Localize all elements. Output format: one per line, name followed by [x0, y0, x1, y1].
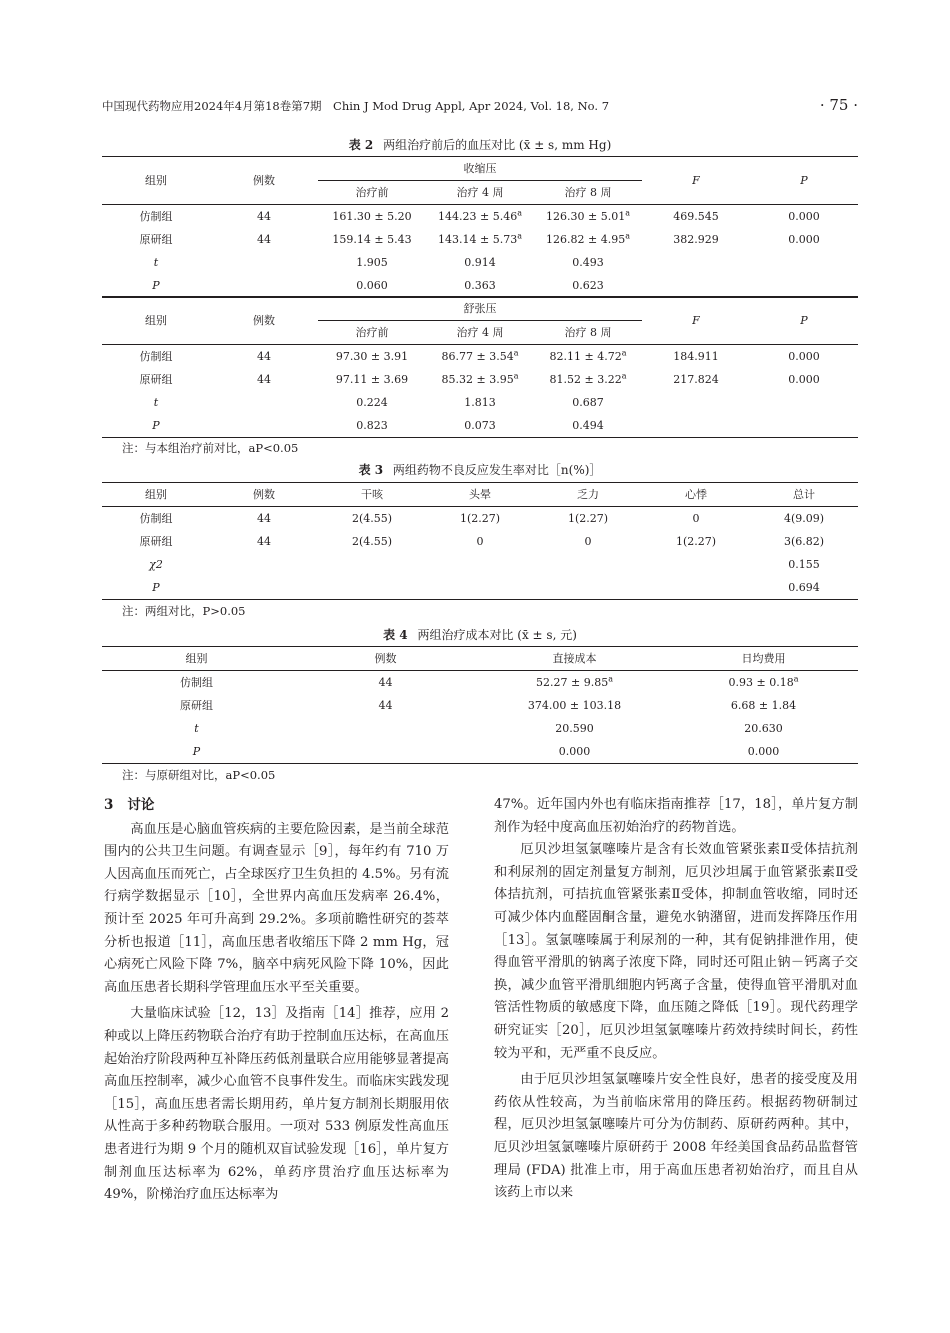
header-cell: 干咳 — [318, 483, 426, 507]
cell: 0.000 — [788, 373, 820, 386]
table4-note: 注：与原研组对比，aP<0.05 — [122, 768, 276, 782]
cell: 44 — [257, 535, 271, 548]
table3-caption — [102, 461, 858, 478]
paragraph: 大量临床试验［12，13］及指南［14］推荐，应用 2 种或以上降压药物联合治疗有助于控制血压达标，在高血压起始治疗阶段两种互补降压药低剂量联合应用能够显著提高高血压控制率，减少心血管不良事件发生。而临床实践发现［15］，高血压患者需长期用药，单片复方制剂长期服用依从性高于多种药物联合服用。一项对 533 例原发性高血压患者进行为期 9 个月的随机双盲试验发现［16］，单片复方制剂血压达标率为 62%，单药序贯治疗血压达标率为 49%，阶梯治疗血压达标率为 — [104, 1006, 449, 1203]
cell: 161.30 ± 5.20 — [318, 205, 426, 229]
cell — [291, 717, 480, 740]
cell: 184.911 — [642, 345, 750, 369]
cell: 0 — [476, 535, 484, 548]
cell: 原研组 — [139, 373, 173, 386]
cell: 4(9.09) — [750, 507, 858, 531]
cell: 44 — [291, 671, 480, 695]
header-cell: 头晕 — [426, 483, 534, 507]
paragraph: 高血压是心脑血管疾病的主要危险因素，是当前全球范围内的公共卫生问题。有调查显示［9］，每年约有 710 万人因高血压而死亡，占全球医疗卫生负担的 4.5%。另有流行病学数据显示［10］，全世界内高血压发病率 26.4%，预计至 2025 年可升高到 29.2%。多项前瞻性研究的荟萃分析也报道［11］，高血压患者收缩压下降 2 mm Hg，冠心病死亡风险下降 7%，脑卒中病死风险下降 10%，因此高血压患者长期科学管理血压水平至关重要。 — [104, 821, 449, 995]
col-group: 组别 — [102, 157, 210, 205]
sub-8w: 治疗 8 周 — [564, 326, 612, 339]
table-row — [102, 530, 858, 553]
cell: 2(4.55) — [318, 507, 426, 531]
table2-note: 注：与本组治疗前对比，aP<0.05 — [122, 441, 299, 455]
cell — [534, 576, 642, 600]
cell: 0 — [642, 507, 750, 531]
cell: 0.155 — [788, 558, 820, 571]
table-header-row — [102, 483, 858, 507]
table3-title: 两组药物不良反应发生率对比［n(%)］ — [392, 463, 602, 477]
cell: 126.30 ± 5.01$^a$ — [534, 205, 642, 229]
cell: 1(2.27) — [426, 507, 534, 531]
cell: 97.30 ± 3.91 — [318, 345, 426, 369]
cell: 85.32 ± 3.95$^a$ — [441, 371, 519, 386]
cell: 0.000 — [669, 740, 858, 764]
cell — [210, 251, 318, 274]
table-row — [102, 274, 858, 298]
col-P: P — [750, 297, 858, 345]
cell: 0.000 — [788, 233, 820, 246]
cell — [642, 251, 750, 274]
body-left-column — [104, 794, 449, 1207]
cell: 44 — [257, 233, 271, 246]
cell: 原研组 — [139, 233, 173, 246]
col-F: F — [642, 297, 750, 345]
cell: 0.060 — [318, 274, 426, 298]
cell — [210, 576, 318, 600]
cell: 0.694 — [750, 576, 858, 600]
cell: P — [102, 740, 291, 764]
section-title: 讨论 — [127, 797, 155, 813]
cell: χ2 — [149, 558, 163, 571]
page-number: · 75 · — [819, 96, 858, 114]
cell: 1.813 — [464, 396, 496, 409]
cell: 44 — [378, 699, 393, 712]
cell: 0.823 — [318, 414, 426, 438]
cell: 2(4.55) — [351, 535, 393, 548]
table-row — [102, 507, 858, 531]
col-P: P — [750, 157, 858, 205]
diastolic-label: 舒张压 — [318, 297, 642, 321]
cell: 仿制组 — [102, 507, 210, 531]
cell: 1(2.27) — [675, 535, 717, 548]
cell: 0.000 — [750, 345, 858, 369]
cell: 44 — [210, 205, 318, 229]
table4-caption — [102, 626, 858, 643]
cell: 82.11 ± 4.72$^a$ — [534, 345, 642, 369]
cell: 3(6.82) — [783, 535, 825, 548]
table-row — [102, 576, 858, 600]
body-right-column — [494, 794, 858, 1205]
header-cell: 乏力 — [534, 483, 642, 507]
journal-citation: 中国现代药物应用2024年4月第18卷第7期 Chin J Mod Drug Appl, Apr 2024, Vol. 18, No. 7 — [102, 99, 610, 113]
cell: t — [153, 256, 159, 269]
sub-8w: 治疗 8 周 — [564, 186, 612, 199]
cell: 0 — [584, 535, 592, 548]
cell: 0.494 — [534, 414, 642, 438]
cell: P — [102, 274, 210, 298]
cell — [642, 576, 750, 600]
table-row — [102, 717, 858, 740]
cell — [318, 553, 426, 576]
col-group: 组别 — [102, 297, 210, 345]
paragraph: 由于厄贝沙坦氢氯噻嗪片安全性良好，患者的接受度及用药依从性较高，为当前临床常用的降压药。根据药物研制过程，厄贝沙坦氢氯噻嗪片可分为仿制药、原研药两种。其中，厄贝沙坦氢氯噻嗪片原研药于 2008 年经美国食品药品监督管理局 (FDA) 批准上市，用于高血压患者初始治疗，而且自从该药上市以来 — [494, 1072, 858, 1201]
cell — [210, 553, 318, 576]
cell: 0.073 — [426, 414, 534, 438]
header-cell: 组别 — [102, 647, 291, 671]
cell: 159.14 ± 5.43 — [332, 233, 412, 246]
table-row — [102, 671, 858, 695]
cell: 0.000 — [750, 205, 858, 229]
table4-number: 表 4 — [383, 628, 408, 642]
cell — [210, 274, 318, 298]
cell: 0.493 — [572, 256, 604, 269]
cell: t — [194, 722, 199, 735]
table4 — [102, 646, 858, 764]
cell: 仿制组 — [102, 205, 210, 229]
cell — [426, 553, 534, 576]
cell: 81.52 ± 3.22$^a$ — [549, 371, 627, 386]
cell — [210, 391, 318, 414]
cell: 0.623 — [534, 274, 642, 298]
table-row — [102, 553, 858, 576]
cell — [642, 391, 750, 414]
cell: 20.590 — [555, 722, 594, 735]
running-header — [102, 96, 858, 118]
table-row — [102, 251, 858, 274]
table3-note: 注：两组对比，P>0.05 — [122, 604, 246, 618]
cell: 144.23 ± 5.46$^a$ — [426, 205, 534, 229]
cell: 20.630 — [744, 722, 783, 735]
cell — [318, 576, 426, 600]
cell: 6.68 ± 1.84 — [730, 699, 797, 712]
table4-title: 两组治疗成本对比 (x̄ ± s, 元) — [417, 628, 577, 642]
cell: 217.824 — [673, 373, 719, 386]
header-cell: 直接成本 — [480, 647, 669, 671]
cell — [642, 553, 750, 576]
table-row — [102, 414, 858, 438]
paragraph: 厄贝沙坦氢氯噻嗪片是含有长效血管紧张素Ⅱ受体拮抗剂和利尿剂的固定剂量复方制剂，厄贝沙坦属于血管紧张素Ⅱ受体拮抗剂，可拮抗血管紧张素Ⅱ受体，抑制血管收缩，同时还可减少体内血醛固酮含量，避免水钠潴留，进而发挥降压作用［13］。氢氯噻嗪属于利尿剂的一种，其有促钠排泄作用，使得血管平滑肌的钠离子浓度下降，同时还可阻止钠－钙离子交换，减少血管平滑肌细胞内钙离子含量，使得血管平滑肌对血管活性物质的敏感度下降，血压随之降低［19］。现代药理学研究证实［20］，厄贝沙坦氢氯噻嗪片药效持续时间长，药性较为平和，无严重不良反应。 — [494, 842, 858, 1061]
cell — [642, 414, 750, 438]
cell — [210, 414, 318, 438]
cell: 0.914 — [464, 256, 496, 269]
cell — [750, 391, 858, 414]
table-row — [102, 391, 858, 414]
sub-4w: 治疗 4 周 — [456, 186, 504, 199]
cell: 1.905 — [356, 256, 388, 269]
cell: 469.545 — [642, 205, 750, 229]
col-F: F — [642, 157, 750, 205]
cell: 52.27 ± 9.85$^a$ — [480, 671, 669, 695]
cell: P — [102, 576, 210, 600]
cell — [750, 274, 858, 298]
cell: 0.363 — [426, 274, 534, 298]
systolic-label: 收缩压 — [318, 157, 642, 181]
table2-systolic — [102, 156, 858, 298]
cell: 0.000 — [480, 740, 669, 764]
table3 — [102, 482, 858, 600]
cell: 44 — [210, 345, 318, 369]
paragraph: 47%。近年国内外也有临床指南推荐［17，18］，单片复方制剂作为轻中度高血压初始治疗的药物首选。 — [494, 797, 858, 835]
header-cell: 心悸 — [642, 483, 750, 507]
header-cell: 例数 — [210, 483, 318, 507]
cell — [750, 414, 858, 438]
header-cell: 组别 — [102, 483, 210, 507]
table-row — [102, 740, 858, 764]
table-header-row — [102, 647, 858, 671]
cell: 44 — [257, 373, 271, 386]
cell: 143.14 ± 5.73$^a$ — [438, 231, 522, 246]
table-row — [102, 205, 858, 229]
cell — [291, 740, 480, 764]
cell: P — [102, 414, 210, 438]
cell: 374.00 ± 103.18 — [527, 699, 622, 712]
header-cell: 总计 — [750, 483, 858, 507]
header-cell: 例数 — [291, 647, 480, 671]
cell — [426, 576, 534, 600]
cell: 0.687 — [572, 396, 604, 409]
cell: 1(2.27) — [534, 507, 642, 531]
cell: 382.929 — [673, 233, 719, 246]
cell: 0.224 — [356, 396, 388, 409]
cell: 97.11 ± 3.69 — [335, 373, 409, 386]
cell — [534, 553, 642, 576]
cell: 0.93 ± 0.18$^a$ — [669, 671, 858, 695]
table2-title: 两组治疗前后的血压对比 (x̄ ± s, mm Hg) — [383, 138, 612, 152]
cell: 44 — [210, 507, 318, 531]
cell: 仿制组 — [102, 345, 210, 369]
cell: 仿制组 — [102, 671, 291, 695]
header-cell: 日均费用 — [669, 647, 858, 671]
cell: 126.82 ± 4.95$^a$ — [546, 231, 630, 246]
sub-before: 治疗前 — [355, 186, 389, 199]
section-number: 3 — [104, 797, 114, 813]
col-n: 例数 — [210, 157, 318, 205]
col-n: 例数 — [210, 297, 318, 345]
cell — [750, 251, 858, 274]
table-row — [102, 345, 858, 369]
cell: t — [153, 396, 159, 409]
cell: 86.77 ± 3.54$^a$ — [426, 345, 534, 369]
cell: 原研组 — [139, 535, 173, 548]
sub-before: 治疗前 — [355, 326, 389, 339]
table2-number: 表 2 — [348, 138, 374, 152]
cell: 原研组 — [180, 699, 213, 712]
table-row — [102, 228, 858, 251]
table-row — [102, 368, 858, 391]
table2-diastolic — [102, 296, 858, 438]
table2-caption — [102, 136, 858, 153]
sub-4w: 治疗 4 周 — [456, 326, 504, 339]
table3-number: 表 3 — [358, 463, 384, 477]
table-row — [102, 694, 858, 717]
cell — [642, 274, 750, 298]
section-heading — [104, 794, 449, 817]
